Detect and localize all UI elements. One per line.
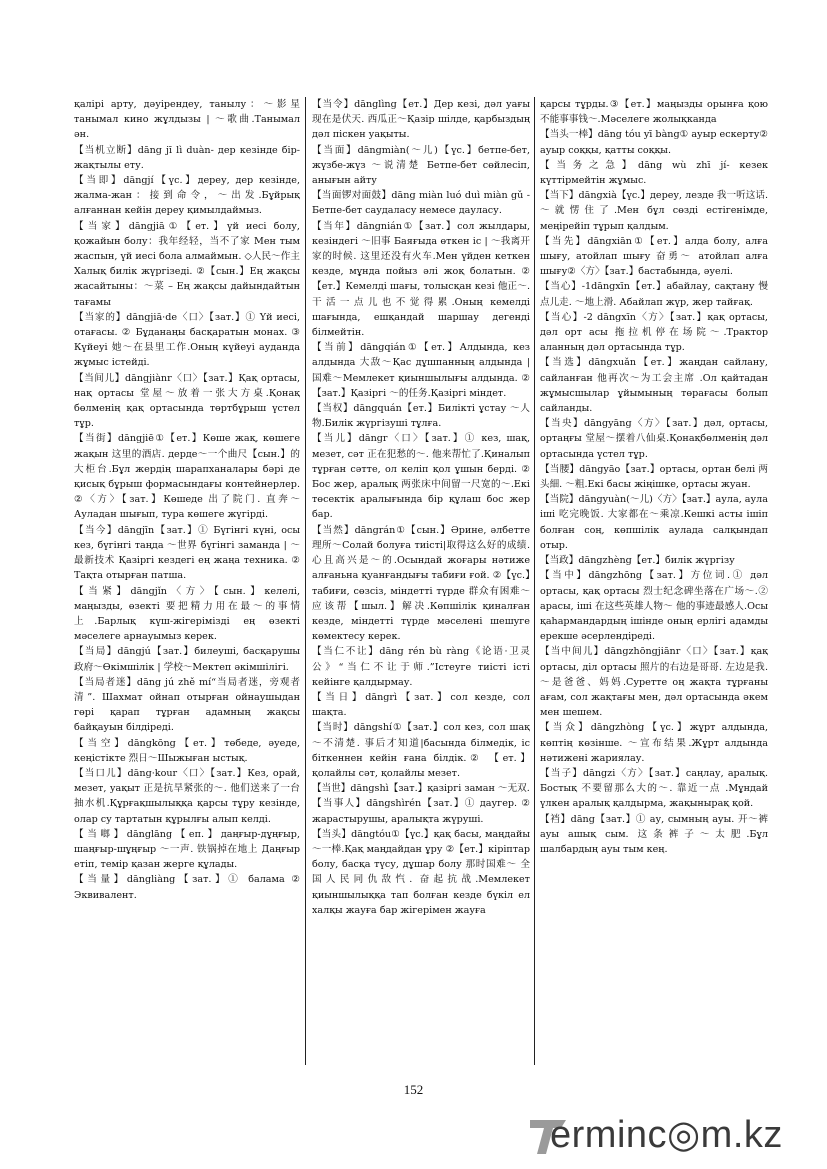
terminkom-logo bbox=[528, 1108, 818, 1162]
dictionary-entry: 【当心】-1dāngxīn【ет.】абайлау, сақтану 慢点儿走. ～地上滑. Абайлап жүр, жер тайғақ. bbox=[540, 281, 768, 308]
dictionary-entry: 【当局】dāngjú【зат.】билеуші, басқарушы 政府～Өкімшілік | 学校～Мектеп әкімшілігі. bbox=[74, 646, 300, 673]
dictionary-entry: қалірі арту, дәуірендеу, танылу：～影星 танымал кино жұлдызы | ～歌曲.Танымал ән. bbox=[74, 99, 300, 141]
dictionary-entry: 【当先】dāngxiān①【ет.】алда болу, алға шығу, атойлап шығу 奋勇～ атойлап алға шығу②〈方〉【зат.】бастабында, әуелі. bbox=[540, 235, 768, 278]
dictionary-entry: 【当间儿】dāngjiànr〈口〉【зат.】Қақ ортасы, нақ ортасы 堂屋～放着一张大方桌.Қонақ бөлменің қақ ортасында төртбұрыш үстел тұр. bbox=[74, 372, 300, 430]
dictionary-entry: 【当机立断】dāng jī lì duàn- дер кезінде бір-жақтылы ету. bbox=[74, 144, 300, 171]
dictionary-entry: 【当政】dāngzhèng【ет.】билік жүргізу bbox=[540, 555, 735, 567]
dictionary-entry: 【当面】dāngmiàn(～儿)【үс.】бетпе-бет, жүзбе-жүз ～说清楚 Бетпе-бет сөйлесіп, анығын айту bbox=[312, 144, 530, 187]
column-divider bbox=[534, 97, 535, 1065]
dictionary-column-1 bbox=[74, 97, 300, 1065]
dictionary-entry: 【当即】dāngjí【үс.】дереу, дер кезінде, жалма-жан：接到命令，～出发.Бұйрық алғаннан кейін дереу қимылдаймыз. bbox=[74, 175, 300, 217]
dictionary-entry: 【当今】dāngjīn【зат.】① Бүгінгі күні, осы кез, бүгінгі таңда ～世界 бүгінгі заманда | ～最新技术 Қазіргі кездегі ең жаңа техника. ② Тақта отырған патша. bbox=[74, 524, 300, 582]
dictionary-entry: 【当权】dāngquán【ет.】Билікті ұстау ～人物.Билік жүргізуші тұлға. bbox=[312, 403, 530, 430]
dictionary-entry: 【裆】dāng【зат.】① ау, сымның ауы. 开～裤 ауы ашық сым. 这条裤子～太肥.Бұл шалбардың ауы тым кең. bbox=[540, 813, 768, 855]
dictionary-entry: 【当务之急】dāng wù zhī jí- кезек күттірмейтін жұмыс. bbox=[540, 159, 768, 187]
dictionary-entry: 【当家的】dāngjiā·de〈口〉【зат.】① Үй иесі, отағасы. ② Бұданаңы басқаратын монах. ③ Күйеуі 她～在县里工作.Оның күйеуі ауданда жұмыс істейді. bbox=[74, 311, 300, 369]
dictionary-entry: 【当年】dāngnián①【зат.】сол жылдары, кезіндегі ～旧事 Баяғыда өткен іс | ～我离开家的时候. 这里还没有火车.Мен үйден кеткен кезде, мұнда пойыз әлі жоқ болатын. ②【ет.】Кемелді шағы, толысқан кезі 他正～. 干活一点儿也不觉得累.Оның кемелді шағында, ешқандай шаршау дегенді білмейтін. bbox=[312, 220, 530, 339]
dictionary-entry: 【当啷】dānglāng【еп.】даңғыр-дұңғыр, шаңғыр-шұңғыр ～一声. 铁锅掉在地上 Даңғыр етіп, темір қазан жерге құлады. bbox=[74, 828, 300, 871]
dictionary-entry: 【当街】dāngjiē①【ет.】Көше жақ, көшеге жақын 这里的酒店. дерде～一个曲尺【сын.】的大柜台.Бұл жердің шарапханалары бәрі де қисық бұрыш формасындағы контейнерлер. ②〈方〉【зат.】Көшеде 出了院门. 直奔～Ауладан шығып, тура көшеге жүгірді. bbox=[74, 433, 300, 521]
dictionary-entry: 【当日】dāngrì【зат.】сол кезде, сол шақта. bbox=[312, 691, 530, 719]
dictionary-entry: 【当腰】dāngyāo【зат.】ортасы, ортан белі 两头細. ～粗.Екі басы жіңішке, ортасы жуан. bbox=[540, 463, 768, 491]
dictionary-entry: 【当然】dāngrán①【сын.】Әрине, әлбетте 理所～Солай болуға тиісті|取得这么好的成绩. 心且高兴是～的.Осындай жоғары нәтиже алғаньна қуанғандығы табиғи ғой. ②【үс.】табиғи, сөзсіз, міндетті түрде 群众有困难～应该帮【шыл.】解决.Көпшілік қиналған кезде, міндетті түрде мәселені шешуге көмектесу керек. bbox=[312, 524, 530, 643]
logo-text: erminc◎m.kz bbox=[550, 1114, 783, 1156]
dictionary-column-3 bbox=[540, 97, 768, 1065]
dictionary-entry: 【当紧】dāngjǐn〈方〉【сын.】келелі, маңызды, өзекті 要把精力用在最～的事情上.Барлық күш-жігерімізді ең өзекті мәселеге арнауымыз керек. bbox=[74, 585, 300, 643]
dictionary-entry: 【当选】dāngxuǎn【ет.】жаңдан сайлану, сайланған 他再次～为工会主席 .Ол қайтадан жұмысшылар ұйымының төрағасы болып сайланды. bbox=[540, 357, 768, 415]
dictionary-entry: 【当中间儿】dāngzhōngjiānr〈口〉【зат.】қақ ортасы, діл ортасы 照片的右边是哥哥. 左边是我. ～是爸爸、妈妈.Суретте оң жақта тұрғаны ағам, сол жақтағы мен, дәл ортасында әкем мен шешем. bbox=[540, 646, 768, 719]
dictionary-entry: 【当量】dāngliàng【зат.】① балама ② Эквивалент. bbox=[74, 874, 300, 901]
dictionary-entry: 【当下】dāngxià【үс.】дереу, лезде 我一听这话. ～就愣住了.Мен бұл сөзді естігенімде, меңірейіп тұрып қалдым. bbox=[540, 190, 768, 232]
dictionary-column-2 bbox=[312, 97, 530, 1065]
dictionary-entry: 【当世】dāngshì【зат.】қазіргі заман ～无双. bbox=[312, 783, 530, 795]
page-number: 152 bbox=[403, 1082, 424, 1097]
dictionary-entry: 【当时】dāngshí①【зат.】сол кез, сол шақ ～不清楚. 事后才知道|басында білмедік, іс біткеннен кейін ғана білдік.② 【ет.】қолайлы сәт, қолайлы мезет. bbox=[312, 722, 530, 779]
dictionary-entry: қарсы тұрды.③【ет.】маңызды орынға қою 不能事事钱～.Мәселеге жолықканда bbox=[540, 99, 768, 126]
dictionary-entry: 【当央】dāngyāng〈方〉【зат.】дәл, ортасы, ортаңғы 堂屋～摆着八仙桌.Қонақбөлменің дәл ортасында үстел тұр. bbox=[540, 418, 768, 460]
dictionary-entry: 【当空】dāngkōng【ет.】төбеде, әуеде, кеңістікте 烈日～Шыжыған ыстық. bbox=[74, 737, 300, 764]
dictionary-entry: 【当儿】dāngr〈口〉【зат.】① кез, шақ, мезет, сәт 正在犯愁的～. 他来帮忙了.Қиналып тұрған сәтте, ол келіп қол ұшын берді. ② Бос жер, аралық 两张床中间留一尺宽的～.Екі төсектік аралығында бір құлаш бос жер бар. bbox=[312, 433, 530, 521]
dictionary-entry: 【当令】dānglìng【ет.】Дер кезі, дәл уағы 现在是伏天. 西瓜正～Қазір шілде, қарбыздың дәл піскен уақыты. bbox=[312, 99, 530, 141]
dictionary-entry: 【当仁不让】dāng rén bù ràng《论语·卫灵公》“当仁不让于师.”Істеуге тиісті істі кейінге қалдырмау. bbox=[312, 646, 530, 688]
dictionary-entry: 【当局者迷】dāng jú zhě mí“当局者迷，旁观者清”. Шахмат ойнап отырған ойнаушыдан гөрі қарап тұрған адамның жақсы байқауын білдіреді. bbox=[74, 676, 300, 734]
dictionary-entry: 【当事人】dāngshìrén【зат.】① даугер. ② жарастырушы, аралықта жүруші. bbox=[312, 798, 530, 825]
dictionary-entry: 【当院】dāngyuàn(～儿)〈方〉【зат.】аула, аула іші 吃完晚饭. 大家都在～乘凉.Кешкі асты ішіп болған соң, көпшілік аулада салқындап отыр. bbox=[540, 494, 768, 551]
dictionary-entry: 【当口儿】dāng·kour〈口〉【зат.】Кез, орай, мезет, уақыт 正是抗旱紧张的～. 他们送来了一台抽水机.Құрғақшылыққа қарсы тұру кезінде, олар су тартатын құрылғы алып келді. bbox=[74, 767, 300, 825]
dictionary-entry: 【当心】-2 dāngxīn〈方〉【зат.】қақ ортасы, дәл орт асы 拖拉机停在场院～.Трактор аланның дәл ортасында тұр. bbox=[540, 311, 768, 354]
dictionary-entry: 【当前】dāngqián①【ет.】Алдында, кез алдында 大敌～Қас дұшпанның алдында | 国难～Мемлекет қиыншылығы алдында. ②【зат.】Қазіргі ～的任务.Қазіргі міндет. bbox=[312, 342, 530, 399]
dictionary-entry: 【当中】dāngzhōng【зат.】方位词.① дәл ортасы, қақ ортасы 烈士纪念碑坐落在广场～.② арасы, іші 在这些英雄人物～ 他的事迹最感人.Осы қаһармандардың ішінде оның ерлігі адамды ерекше әсерлендіреді. bbox=[540, 570, 768, 643]
dictionary-entry: 【当面锣对面鼓】dāng miàn luó duì miàn gǔ - Бетпе-бет саудаласу немесе дауласу. bbox=[312, 190, 530, 217]
dictionary-entry: 【当家】dāngjiā①【ет.】үй иесі болу, қожайын болу：我年经轻，当不了家 Мен тым жаспын, үй иесі бола алмаймын. ◇人民～作主 Халық билік жүргізеді. ②【сын.】Ең жақсы жасайтыны：～菜 – Ең жақсы дайындайтын тағамы bbox=[74, 220, 300, 308]
dictionary-entry: 【当子】dāngzi〈方〉【зат.】саңлау, аралық. Бостық 不要留那么大的～. 靠近一点 .Мұндай үлкен аралық қалдырма, жақынырақ қой. bbox=[540, 767, 768, 810]
dictionary-entry: 【当头】dāngtóu①【үс.】қақ басы, маңдайы ～一棒.Қақ маңдайдан ұру ②【ет.】кіріптар болу, басқа түсу, дұшар болу 那时国难～ 全国人民同仇敌忾. 奋起抗战.Мемлекет қиыншылыққа тап болған кезде бүкіл ел халқы жауға бар жігерімен жауға bbox=[312, 828, 530, 916]
column-divider bbox=[305, 97, 306, 1065]
dictionary-entry: 【当头一棒】dāng tóu yī bàng① ауыр ескерту② ауыр соққы, қатты соққы. bbox=[540, 129, 768, 156]
dictionary-entry: 【当众】dāngzhòng【үс.】жұрт алдында, көптің көзінше. ～宣布结果.Жұрт алдында нәтижені жариялау. bbox=[540, 722, 768, 764]
